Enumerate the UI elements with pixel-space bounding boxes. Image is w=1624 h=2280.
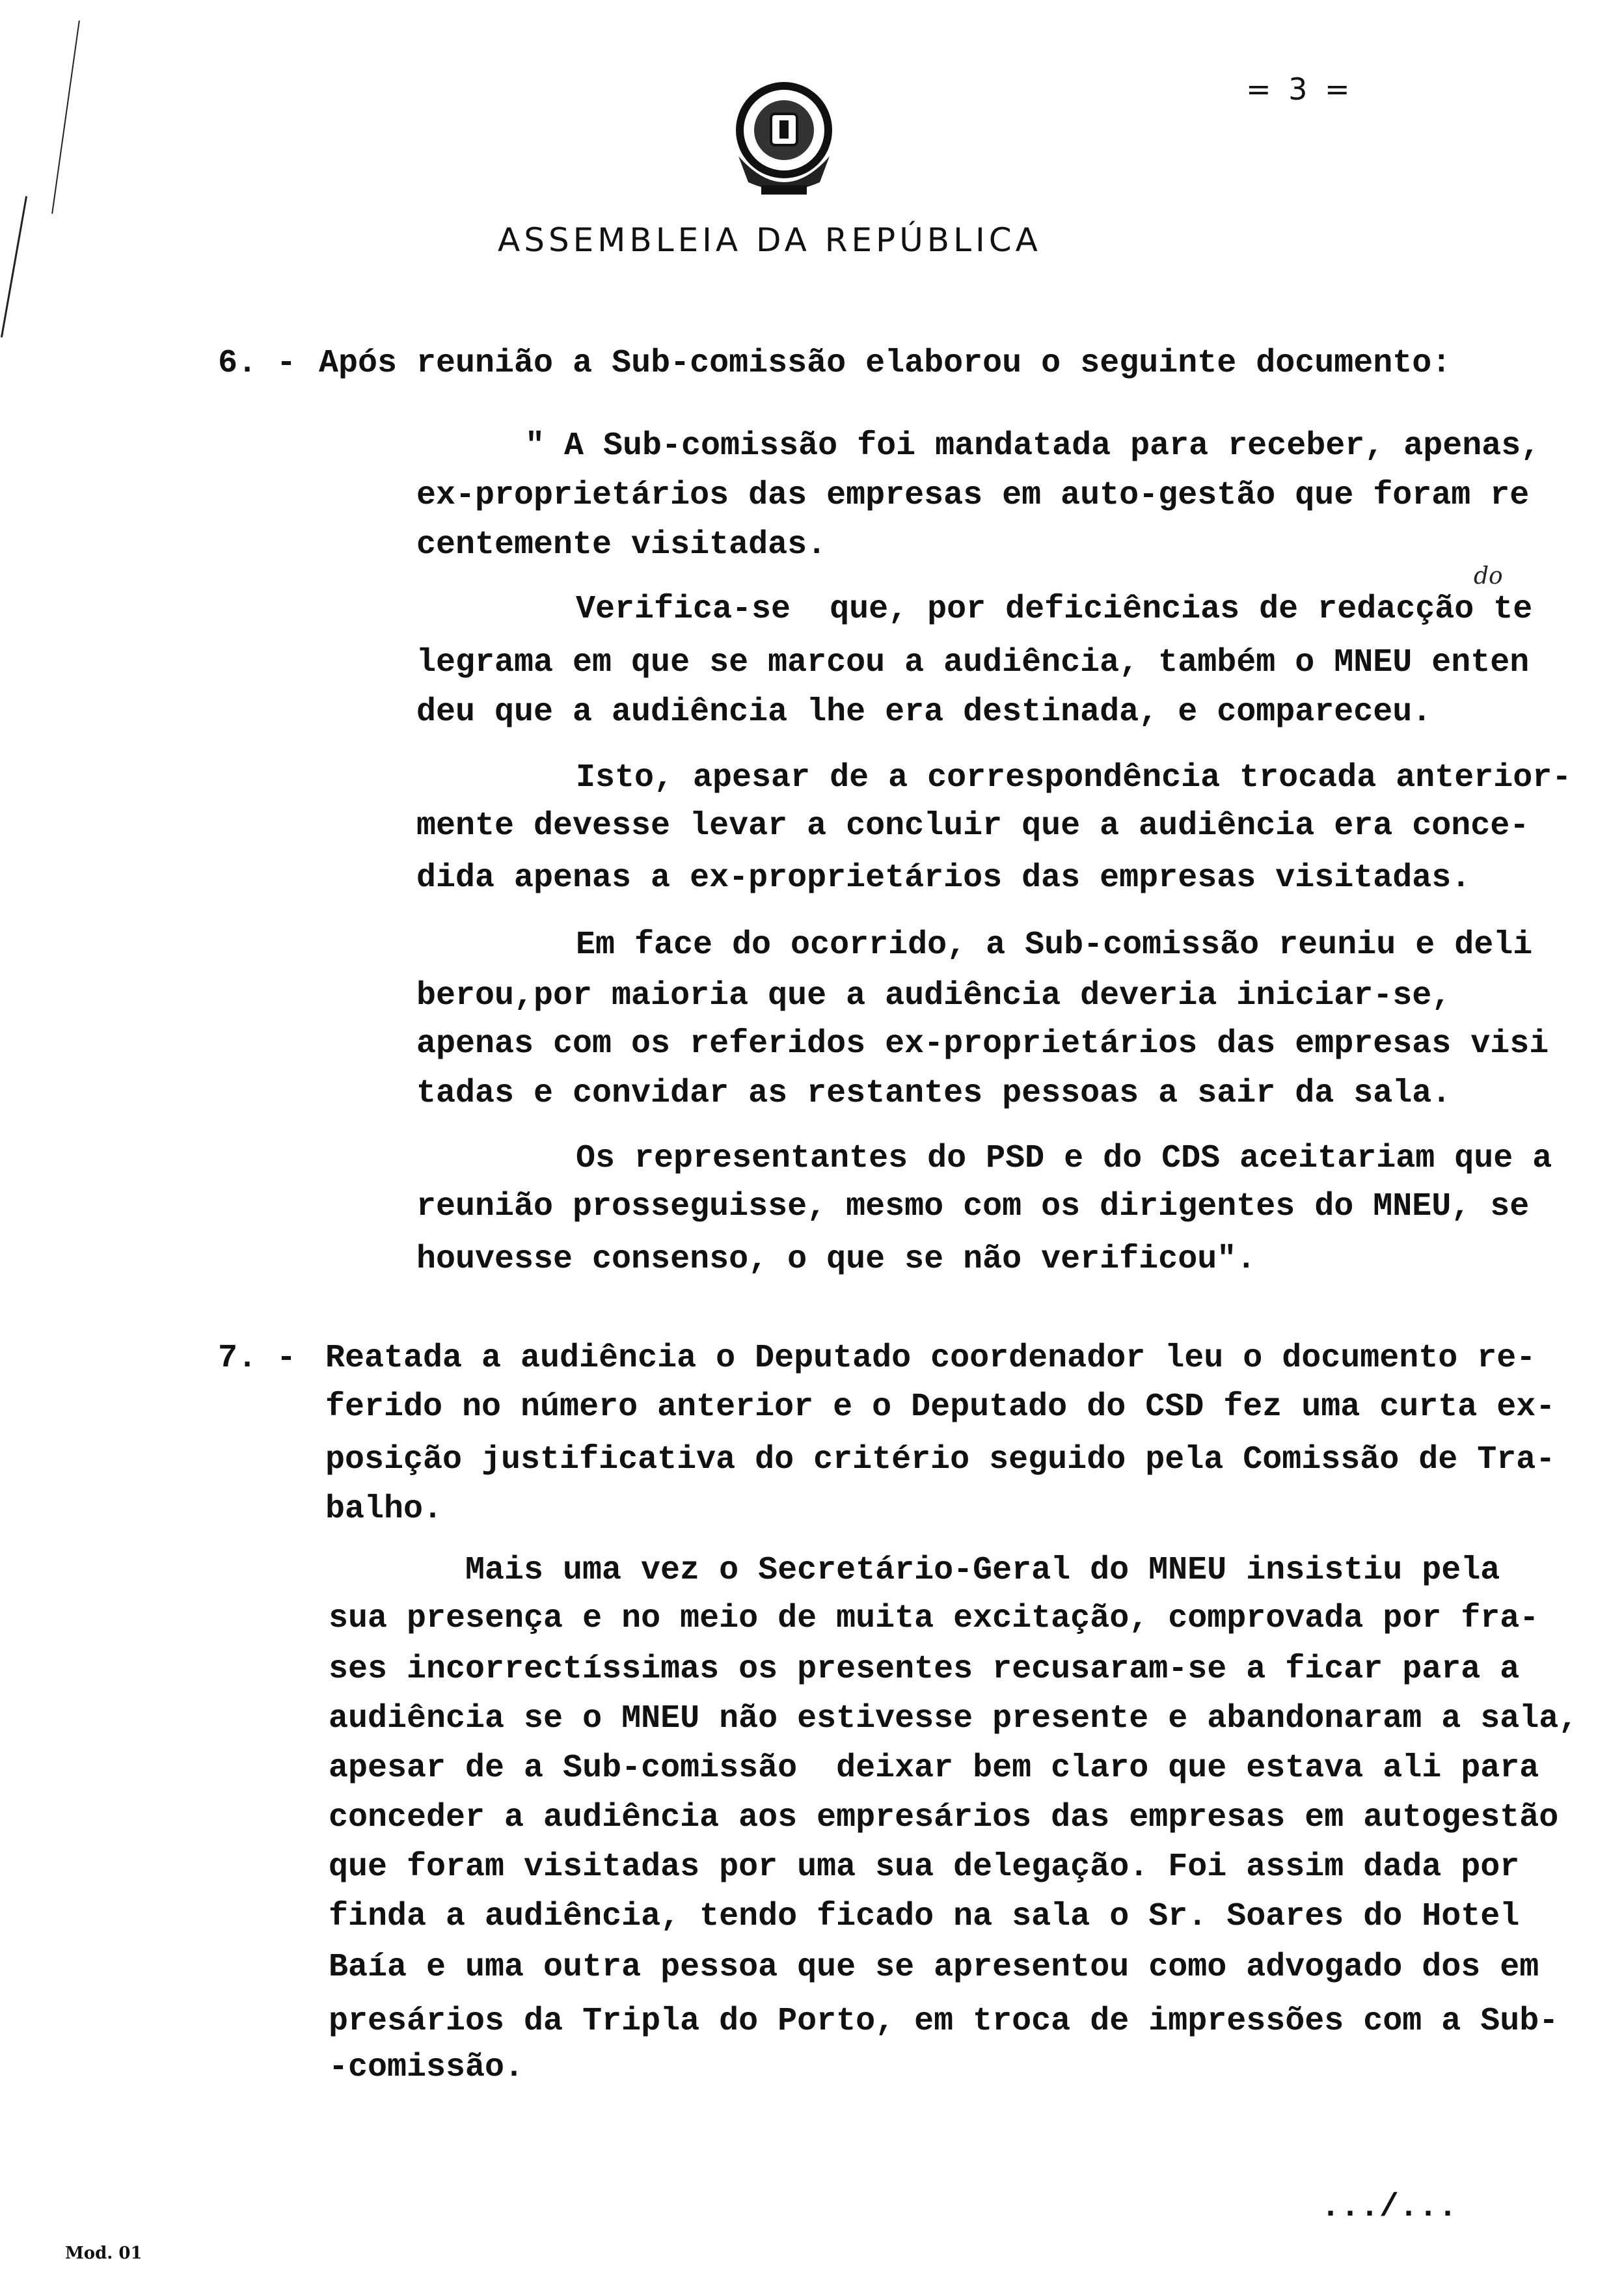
section-7-line: audiência se o MNEU não estivesse presente e abandonaram a sala, bbox=[329, 1700, 1578, 1737]
continuation-mark: .../... bbox=[1321, 2189, 1458, 2226]
margin-mark bbox=[1, 196, 27, 337]
quote-line: deu que a audiência lhe era destinada, e compareceu. bbox=[416, 694, 1432, 731]
quote-line: dida apenas a ex-proprietários das empresas visitadas. bbox=[416, 860, 1471, 897]
section-7-line: posição justificativa do critério seguido pela Comissão de Tra- bbox=[325, 1441, 1556, 1478]
section-7-line: Reatada a audiência o Deputado coordenador leu o documento re- bbox=[325, 1340, 1536, 1377]
section-7-line: sua presença e no meio de muita excitação, comprovada por fra- bbox=[329, 1600, 1539, 1637]
section-7-line: balho. bbox=[325, 1491, 443, 1528]
quote-line: berou,por maioria que a audiência deveria iniciar-se, bbox=[416, 977, 1452, 1014]
quote-line: Em face do ocorrido, a Sub-comissão reuniu e deli bbox=[576, 927, 1533, 964]
section-6-intro: Após reunião a Sub-comissão elaborou o seguinte documento: bbox=[319, 345, 1452, 382]
quote-line: Isto, apesar de a correspondência trocada anterior- bbox=[576, 759, 1572, 796]
form-code: Mod. 01 bbox=[65, 2244, 142, 2263]
section-7-line: Baía e uma outra pessoa que se apresentou como advogado dos em bbox=[329, 1949, 1539, 1986]
section-7-line: Mais uma vez o Secretário-Geral do MNEU insistiu pela bbox=[465, 1552, 1500, 1589]
page-number: = 3 = bbox=[1246, 72, 1354, 107]
quote-line: Os representantes do PSD e do CDS aceitariam que a bbox=[576, 1140, 1552, 1177]
handwritten-insert: do bbox=[1474, 563, 1503, 590]
quote-line: " A Sub-comissão foi mandatada para receber, apenas, bbox=[525, 428, 1541, 465]
quote-line: apenas com os referidos ex-proprietários das empresas visi bbox=[416, 1025, 1549, 1063]
quote-line: legrama em que se marcou a audiência, também o MNEU enten bbox=[416, 644, 1530, 681]
quote-line: centemente visitadas. bbox=[416, 526, 827, 563]
quote-line: Verifica-se que, por deficiências de redacção te bbox=[576, 591, 1533, 628]
section-7-line: que foram visitadas por uma sua delegação. Foi assim dada por bbox=[329, 1849, 1520, 1886]
coat-of-arms-emblem bbox=[722, 78, 846, 202]
section-7-line: apesar de a Sub-comissão deixar bem claro que estava ali para bbox=[329, 1750, 1539, 1787]
section-7-line: -comissão. bbox=[329, 2049, 524, 2086]
section-7-number: 7. - bbox=[218, 1340, 297, 1377]
section-7-line: ferido no número anterior e o Deputado do CSD fez uma curta ex- bbox=[325, 1389, 1556, 1426]
section-7-line: conceder a audiência aos empresários das empresas em autogestão bbox=[329, 1799, 1559, 1836]
section-7-line: ses incorrectíssimas os presentes recusaram-se a ficar para a bbox=[329, 1651, 1520, 1688]
section-7-line: presários da Tripla do Porto, em troca de impressões com a Sub- bbox=[329, 2003, 1559, 2040]
section-7-line: finda a audiência, tendo ficado na sala o Sr. Soares do Hotel bbox=[329, 1898, 1520, 1935]
quote-line: reunião prosseguisse, mesmo com os dirigentes do MNEU, se bbox=[416, 1188, 1530, 1225]
quote-line: ex-proprietários das empresas em auto-gestão que foram re bbox=[416, 477, 1530, 514]
margin-mark bbox=[51, 20, 80, 213]
quote-line: mente devesse levar a concluir que a audiência era conce- bbox=[416, 808, 1530, 845]
institution-title: ASSEMBLEIA DA REPÚBLICA bbox=[498, 221, 1042, 259]
quote-line: tadas e convidar as restantes pessoas a sair da sala. bbox=[416, 1075, 1452, 1112]
section-6-number: 6. - bbox=[218, 345, 297, 382]
quote-line: houvesse consenso, o que se não verificou". bbox=[416, 1241, 1256, 1278]
